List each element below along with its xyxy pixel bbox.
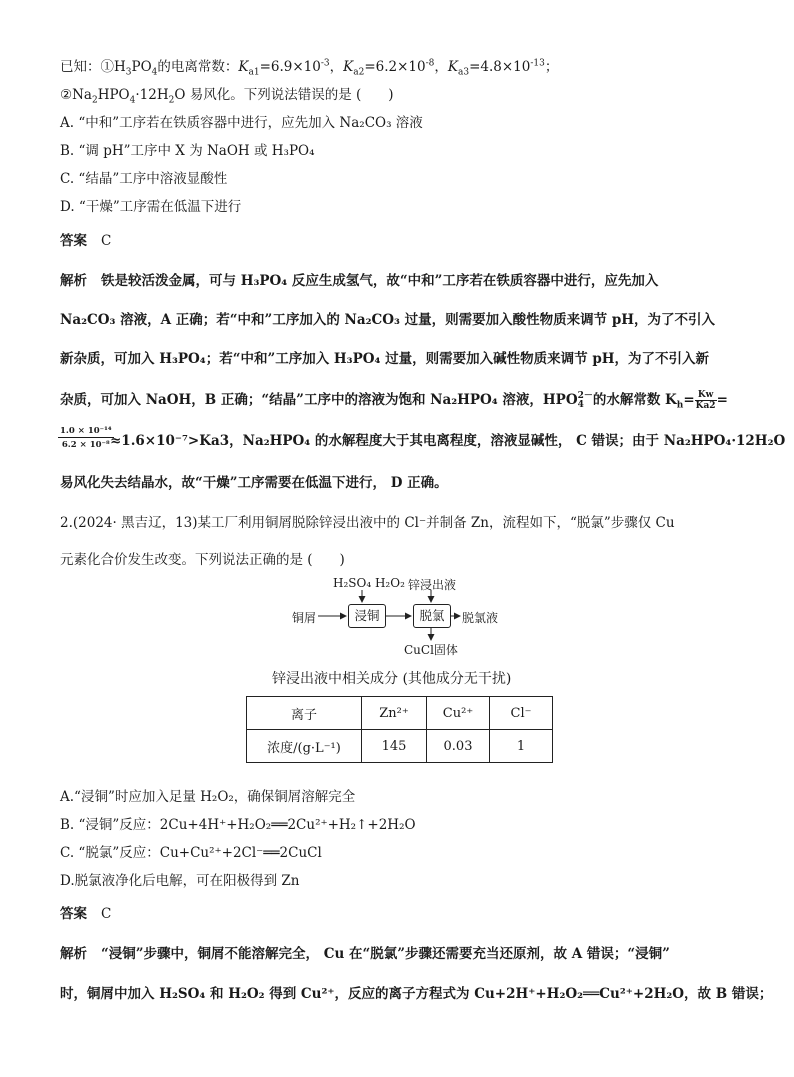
table-header-row bbox=[247, 697, 553, 730]
q2-option-b: B. “浸铜”反应：2Cu+4H⁺+H₂O₂══2Cu²⁺+H₂↑+2H₂O bbox=[60, 817, 416, 833]
q1-analysis-line-5: ≈1.6×10⁻⁷>Ka3，Na₂HPO₄ 的水解程度大于其电离程度，溶液显碱性， C 错误；由于 Na₂HPO₄·12H₂O bbox=[110, 433, 786, 449]
q1-option-a: A. “中和”工序若在铁质容器中进行，应先加入 Na₂CO₃ 溶液 bbox=[60, 115, 423, 131]
q1-analysis-line-1: 解析 铁是较活泼金属，可与 H₃PO₄ 反应生成氢气，故“中和”工序若在铁质容器中进行，应先加入 bbox=[60, 273, 659, 289]
analysis-label: 解析 bbox=[60, 273, 87, 289]
q2-analysis-line-2: 时，铜屑中加入 H₂SO₄ 和 H₂O₂ 得到 Cu²⁺，反应的离子方程式为 Cu+2H⁺+H₂O₂══Cu²⁺+2H₂O，故 B 错误； bbox=[60, 986, 773, 1002]
q2-answer bbox=[60, 905, 111, 923]
diagram-step-leach: 浸铜 bbox=[348, 604, 386, 628]
q2-analysis-line-1: 解析 “浸铜”步骤中，铜屑不能溶解完全， Cu 在“脱氯”步骤还需要充当还原剂，故 A 错误；“浸铜” bbox=[60, 946, 670, 962]
q2-option-a: A.“浸铜”时应加入足量 H₂O₂，确保铜屑溶解完全 bbox=[60, 789, 356, 805]
table-row bbox=[247, 730, 553, 763]
table-header-cell: Cu²⁺ bbox=[427, 697, 490, 730]
diagram-input: 铜屑 bbox=[292, 611, 317, 625]
kw-over-ka2-fraction: $\frac{Kw}{Ka2}$ bbox=[695, 390, 716, 411]
table-header-cell: Cl⁻ bbox=[490, 697, 553, 730]
q1-answer bbox=[60, 232, 111, 250]
q2-option-c: C. “脱氯”反应：Cu+Cu²⁺+2Cl⁻══2CuCl bbox=[60, 845, 322, 861]
table-header-cell: 离子 bbox=[247, 697, 362, 730]
q1-analysis-line-2: Na₂CO₃ 溶液，A 正确；若“中和”工序加入的 Na₂CO₃ 过量，则需要加入酸性物质来调节 pH，为了不引入 bbox=[60, 312, 716, 328]
ion-concentration-table bbox=[246, 696, 553, 763]
table-cell: 145 bbox=[362, 730, 427, 763]
diagram-step-dechlorinate: 脱氯 bbox=[413, 604, 451, 628]
q1-analysis-line-4: 杂质，可加入 NaOH，B 正确；“结晶”工序中的溶液为饱和 Na₂HPO₄ 溶液，HPO 2－ 4 的水解常数 $K_h=$ $\frac{Kw}{Ka2}$ = bbox=[60, 390, 728, 411]
answer-label: 答案 bbox=[60, 906, 87, 922]
answer-value: C bbox=[101, 233, 112, 249]
answer-value: C bbox=[101, 906, 112, 922]
table-header-cell: Zn²⁺ bbox=[362, 697, 427, 730]
q1-known-line: 已知：$①H_3PO_4$的电离常数：$K_{a1}=6.9\times 10^{-3}$，$K_{a2}=6.2\times 10^{-8}$，$K_{a3}=4.8\times 10^{-13}$； bbox=[60, 58, 559, 78]
q1-option-b: B. “调 pH”工序中 X 为 NaOH 或 H₃PO₄ bbox=[60, 143, 315, 159]
diagram-solid: CuCl固体 bbox=[404, 643, 458, 657]
answer-label: 答案 bbox=[60, 233, 87, 249]
q1-analysis-line-3: 新杂质，可加入 H₃PO₄；若“中和”工序加入 H₃PO₄ 过量，则需要加入碱性物质来调节 pH，为了不引入新 bbox=[60, 351, 710, 367]
table-cell: 1 bbox=[490, 730, 553, 763]
q2-stem-line-1: 2.(2024· 黑吉辽，13)某工厂利用铜屑脱除锌浸出液中的 Cl⁻并制备 Zn，流程如下，“脱氯”步骤仅 Cu bbox=[60, 515, 675, 531]
table-cell: 0.03 bbox=[427, 730, 490, 763]
q1-option-d: D. “干燥”工序需在低温下进行 bbox=[60, 199, 242, 215]
analysis-label: 解析 bbox=[60, 946, 87, 962]
table-caption: 锌浸出液中相关成分 (其他成分无干扰) bbox=[272, 671, 512, 687]
q1-option-c: C. “结晶”工序中溶液显酸性 bbox=[60, 171, 228, 187]
q1-analysis-fraction: $\frac{\text{1.0 × 10⁻¹⁴}}{\text{6.2 × 10⁻⁸}}$ bbox=[60, 426, 112, 450]
q2-stem-line-2: 元素化合价发生改变。下列说法正确的是 ( ) bbox=[60, 552, 345, 568]
diagram-reagents: H₂SO₄ H₂O₂ bbox=[333, 576, 405, 590]
table-cell: 浓度/(g·L⁻¹) bbox=[247, 730, 362, 763]
q1-analysis-line-6: 易风化失去结晶水，故“干燥”工序需要在低温下进行， D 正确。 bbox=[60, 475, 448, 491]
q1-known-line-2: $②Na_2HPO_4\cdot 12H_2O$ 易风化。下列说法错误的是 ( ) bbox=[60, 87, 394, 106]
diagram-feed: 锌浸出液 bbox=[408, 578, 457, 592]
diagram-output: 脱氯液 bbox=[462, 611, 499, 625]
q2-option-d: D.脱氯液净化后电解，可在阳极得到 Zn bbox=[60, 873, 300, 889]
